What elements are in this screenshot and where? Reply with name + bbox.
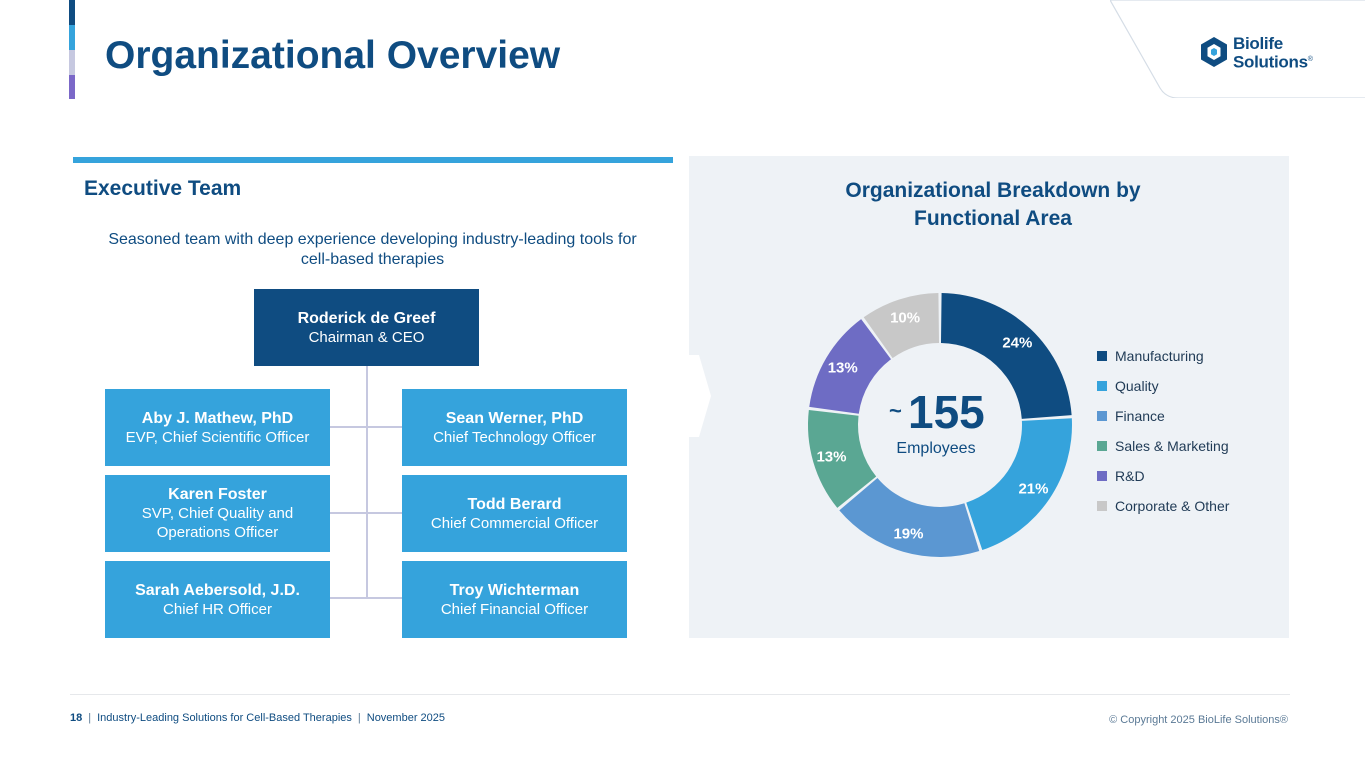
- org-name: Karen Foster: [168, 486, 267, 503]
- org-connector-row-2: [330, 512, 402, 514]
- executive-subtitle: Seasoned team with deep experience developing industry-leading tools for cell-based therapies: [108, 231, 637, 268]
- org-role: Chief HR Officer: [163, 600, 272, 618]
- org-name: Troy Wichterman: [449, 581, 580, 599]
- org-connector-row-1: [330, 426, 402, 428]
- org-name: Sarah Aebersold, J.D.: [135, 581, 300, 599]
- panel-notch: [689, 355, 711, 437]
- donut-slice-label: 19%: [893, 525, 924, 543]
- legend-label: Corporate & Other: [1115, 498, 1230, 514]
- footer-separator: |: [88, 712, 92, 724]
- legend-label: R&D: [1115, 468, 1145, 484]
- org-box-cto: [402, 389, 627, 466]
- org-name: Todd Berard: [467, 495, 562, 513]
- page-number: 18: [70, 712, 83, 724]
- org-box-ceo: [254, 289, 479, 366]
- chart-legend: [1097, 341, 1229, 521]
- org-role: Chief Financial Officer: [440, 600, 589, 618]
- org-name: Roderick de Greef: [297, 309, 436, 327]
- biolife-logo-icon: [1200, 36, 1228, 68]
- org-role: SVP, Chief Quality and Operations Officer: [141, 505, 294, 541]
- footer-divider: [70, 694, 1290, 695]
- org-box-cqo: [105, 475, 330, 552]
- legend-item: [1097, 461, 1229, 491]
- org-role: EVP, Chief Scientific Officer: [125, 428, 310, 446]
- footer-deck-title: Industry-Leading Solutions for Cell-Based Therapies: [97, 712, 352, 724]
- org-box-cfo: [402, 561, 627, 638]
- org-name: Sean Werner, PhD: [445, 409, 584, 427]
- org-box-cco: [402, 475, 627, 552]
- logo-line-2: [1233, 52, 1313, 71]
- center-label: Employees: [896, 440, 976, 457]
- center-total: 155: [908, 386, 985, 438]
- legend-label: Sales & Marketing: [1115, 438, 1229, 454]
- executive-top-rule: [73, 157, 673, 163]
- org-box-cso: [105, 389, 330, 466]
- donut-slice-label: 24%: [1002, 334, 1033, 352]
- legend-label: Manufacturing: [1115, 348, 1204, 364]
- legend-swatch: [1097, 351, 1107, 361]
- legend-item: [1097, 431, 1229, 461]
- executive-heading: Executive Team: [84, 177, 242, 200]
- footer-separator: |: [357, 712, 361, 724]
- chart-title: Organizational Breakdown by Functional Area: [845, 179, 1141, 230]
- org-role: Chairman & CEO: [308, 328, 425, 346]
- footer-date: November 2025: [366, 712, 446, 724]
- logo-registered-mark: ®: [1307, 56, 1313, 63]
- logo-line-2-text: Solutions: [1233, 52, 1308, 72]
- legend-swatch: [1097, 381, 1107, 391]
- legend-label: Quality: [1115, 378, 1159, 394]
- legend-item: [1097, 401, 1229, 431]
- donut-slice-finance: [839, 478, 979, 557]
- legend-item: [1097, 341, 1229, 371]
- accent-bar-4: [69, 75, 75, 99]
- org-connector-vertical: [366, 366, 368, 599]
- center-prefix: ~: [889, 398, 902, 423]
- footer-copyright: © Copyright 2025 BioLife Solutions®: [1109, 714, 1288, 726]
- org-connector-row-3: [330, 597, 402, 599]
- org-box-chro: [105, 561, 330, 638]
- legend-swatch: [1097, 471, 1107, 481]
- donut-slice-label: 10%: [890, 309, 921, 327]
- logo-wordmark: [1233, 36, 1313, 71]
- accent-bar-1: [69, 0, 75, 25]
- legend-item: [1097, 491, 1229, 521]
- legend-swatch: [1097, 501, 1107, 511]
- legend-swatch: [1097, 411, 1107, 421]
- accent-bar-3: [69, 50, 75, 75]
- legend-swatch: [1097, 441, 1107, 451]
- donut-slice-label: 13%: [816, 448, 847, 466]
- footer-left: [70, 712, 445, 724]
- logo-line-1: Biolife: [1233, 34, 1283, 53]
- org-role: Chief Commercial Officer: [430, 514, 599, 532]
- org-name: Aby J. Mathew, PhD: [141, 409, 294, 427]
- legend-item: [1097, 371, 1229, 401]
- accent-bar-2: [69, 25, 75, 50]
- page-title: Organizational Overview: [105, 34, 561, 77]
- legend-label: Finance: [1115, 408, 1165, 424]
- donut-slice-label: 13%: [827, 359, 858, 377]
- org-role: Chief Technology Officer: [433, 428, 596, 446]
- donut-slice-label: 21%: [1018, 480, 1049, 498]
